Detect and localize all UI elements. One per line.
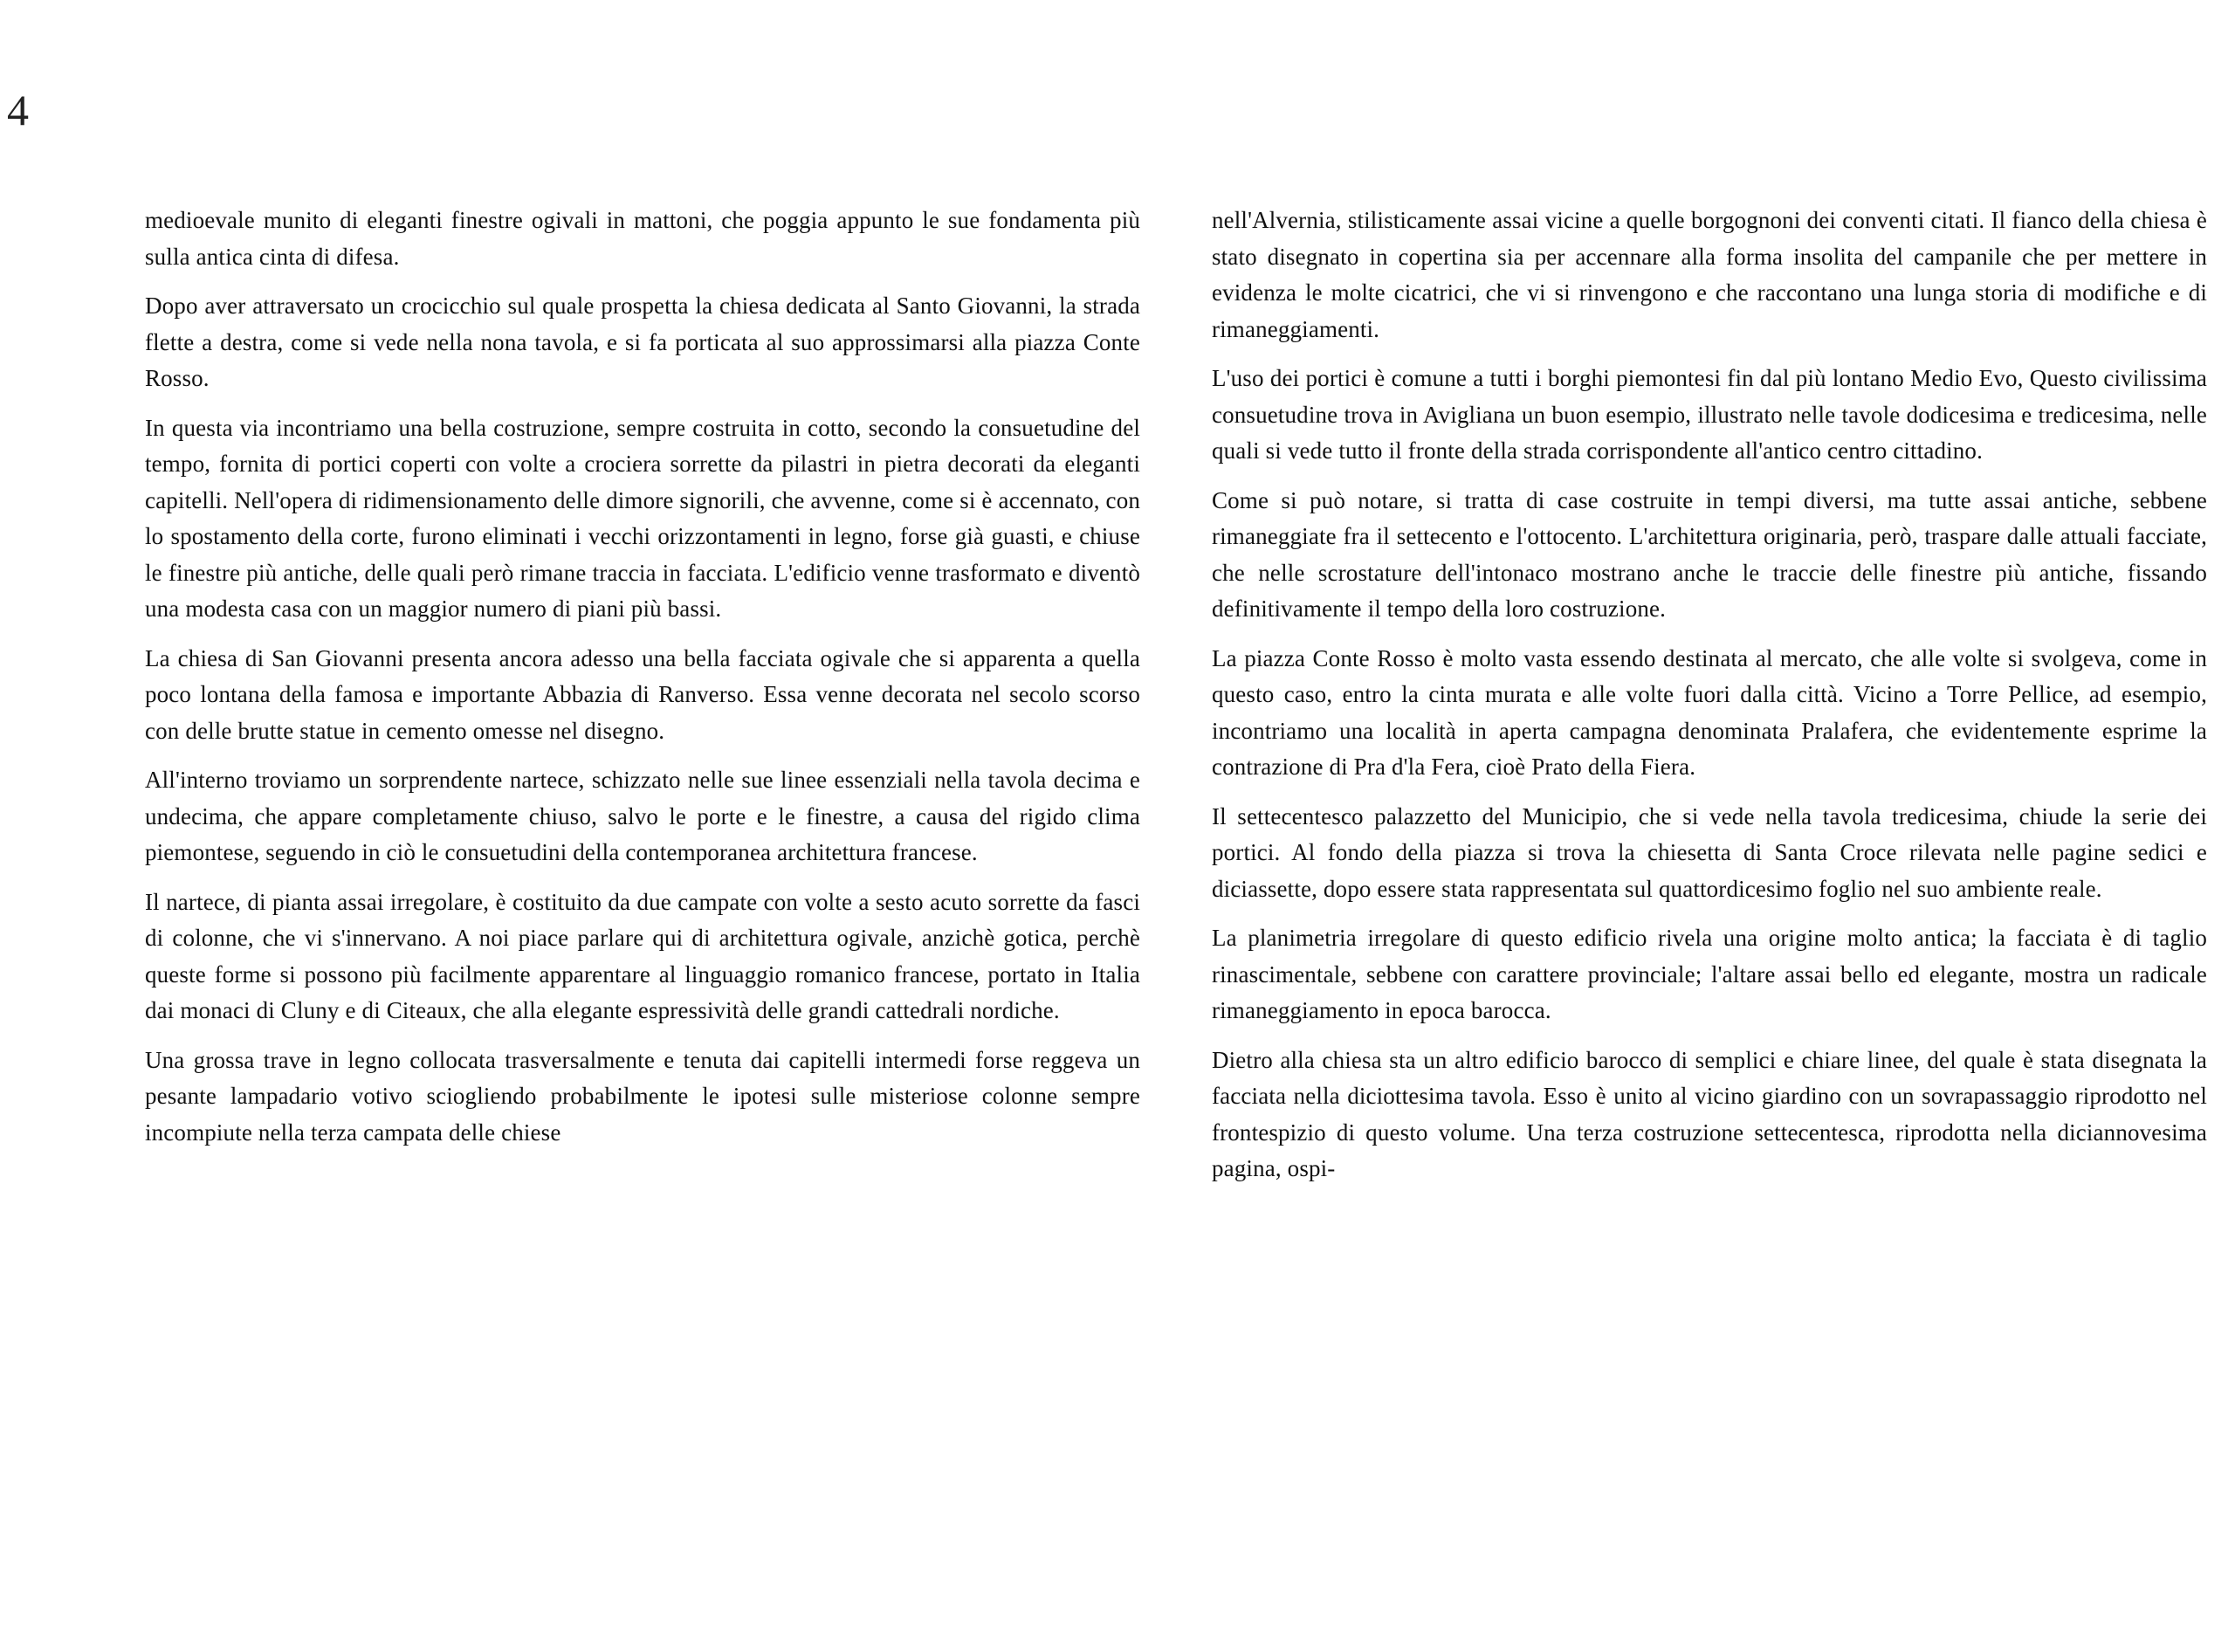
- paragraph: All'interno troviamo un sorprendente nartece, schizzato nelle sue linee essenziali nella tavola decima e undecima, che appare completamente chiuso, salvo le porte e le finestre, a causa del rigido clima piemontese, seguendo in ciò le consuetudini della contemporanea architettura francese.: [145, 767, 1140, 865]
- paragraph: La planimetria irregolare di questo edificio rivela una origine molto antica; la facciata è di taglio rinascimentale, sebbene con carattere provinciale; l'altare assai bello ed elegante, mostra un radicale rimaneggiamento in epoca barocca.: [1212, 925, 2207, 1023]
- right-text-column: [1212, 203, 2207, 1201]
- paragraph: Il nartece, di pianta assai irregolare, è costituito da due campate con volte a sesto acuto sorrette da fasci di colonne, che vi s'innervano. A noi piace parlare qui di architettura ogivale, anzichè gotica, perchè queste forme si possono più facilmente apparentare al linguaggio romanico francese, portato in Italia dai monaci di Cluny e di Citeaux, che alla elegante espressività delle grandi cattedrali nordiche.: [145, 888, 1140, 1023]
- paragraph: L'uso dei portici è comune a tutti i borghi piemontesi fin dal più lontano Medio Evo, Questo civilissima consuetudine trova in Avigliana un buon esempio, illustrato nelle tavole dodicesima e tredicesima, nelle quali si vede tutto il fronte della strada corrispondente all'antico centro cittadino.: [1212, 365, 2207, 464]
- paragraph: Dopo aver attraversato un crocicchio sul quale prospetta la chiesa dedicata al Santo Giovanni, la strada flette a destra, come si vede nella nona tavola, e si fa porticata al suo approssimarsi alla piazza Conte Rosso.: [145, 293, 1140, 391]
- paragraph: medioevale munito di eleganti finestre ogivali in mattoni, che poggia appunto le sue fondamenta più sulla antica cinta di difesa.: [145, 207, 1140, 270]
- paragraph: Una grossa trave in legno collocata trasversalmente e tenuta dai capitelli intermedi forse reggeva un pesante lampadario votivo sciogliendo probabilmente le ipotesi sulle misteriose colonne sempre incompiute nella terza campata delle chiese: [145, 1046, 1140, 1146]
- paragraph: Dietro alla chiesa sta un altro edificio barocco di semplici e chiare linee, del quale è stata disegnata la facciata nella diciottesima tavola. Esso è unito al vicino giardino con un sovrapassaggio riprodotto nel frontespizio di questo volume. Una terza costruzione settecentesca, riprodotta nella diciannovesima pagina, ospi-: [1212, 1046, 2207, 1181]
- paragraph: nell'Alvernia, stilisticamente assai vicine a quelle borgognoni dei conventi citati. Il fianco della chiesa è stato disegnato in copertina sia per accennare alla forma insolita del campanile che per mettere in evidenza le molte cicatrici, che vi si rinvengono e che raccontano una lunga storia di modifiche e di rimaneggiamenti.: [1212, 207, 2207, 342]
- paragraph: Il settecentesco palazzetto del Municipio, che si vede nella tavola tredicesima, chiude la serie dei portici. Al fondo della piazza si trova la chiesetta di Santa Croce rilevata nelle pagine sedici e diciassette, dopo essere stata rappresentata sul quattordicesimo foglio nel suo ambiente reale.: [1212, 802, 2207, 902]
- paragraph: Come si può notare, si tratta di case costruite in tempi diversi, ma tutte assai antiche, sebbene rimaneggiate fra il settecento e l'ottocento. L'architettura originaria, però, traspare dalle attuali facciate, che nelle scrostature dell'intonaco mostrano anche le traccie delle finestre più antiche, fissando definitivamente il tempo della loro costruzione.: [1212, 486, 2207, 622]
- page-number: 4: [7, 86, 29, 134]
- paragraph: La piazza Conte Rosso è molto vasta essendo destinata al mercato, che alle volte si svolgeva, come in questo caso, entro la cinta murata e alle volte fuori dalla città. Vicino a Torre Pellice, ad esempio, incontriamo una località in aperta campagna denominata Pralafera, che evidentemente esprime la contrazione di Pra d'la Fera, cioè Prato della Fiera.: [1212, 644, 2207, 780]
- paragraph: In questa via incontriamo una bella costruzione, sempre costruita in cotto, secondo la consuetudine del tempo, fornita di portici coperti con volte a crociera sorrette da pilastri in pietra decorati da eleganti capitelli. Nell'opera di ridimensionamento delle dimore signorili, che avvenne, come si è accennato, con lo spostamento della corte, furono eliminati i vecchi orizzontamenti in legno, forse già guasti, e chiuse le finestre più antiche, delle quali però rimane traccia in facciata. L'edificio venne trasformato e diventò una modesta casa con un maggior numero di piani più bassi.: [145, 414, 1140, 622]
- paragraph: La chiesa di San Giovanni presenta ancora adesso una bella facciata ogivale che si apparenta a quella poco lontana della famosa e importante Abbazia di Ranverso. Essa venne decorata nel secolo scorso con delle brutte statue in cemento omesse nel disegno.: [145, 644, 1140, 744]
- left-text-column: [145, 203, 1140, 1164]
